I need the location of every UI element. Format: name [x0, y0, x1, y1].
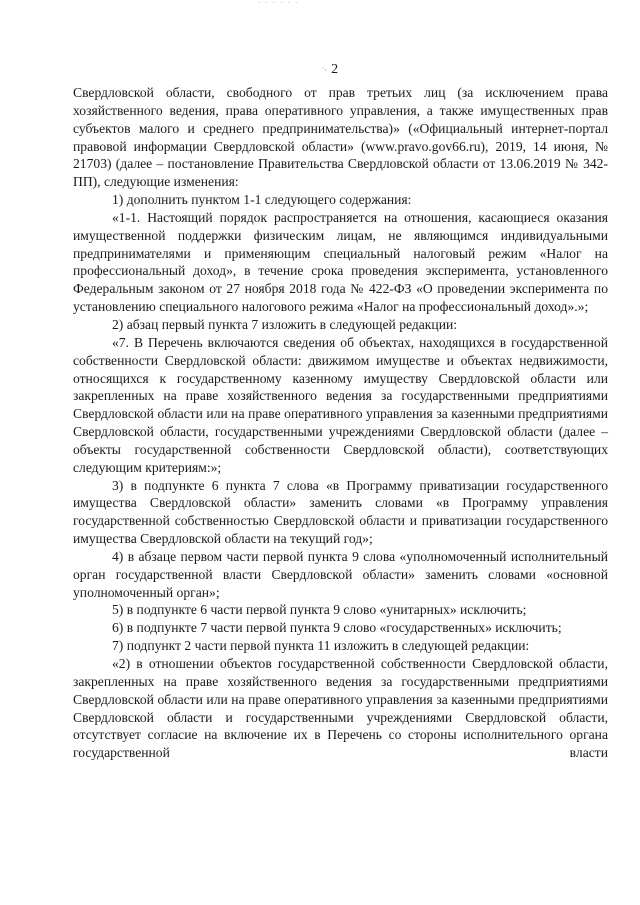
- list-item-3: 3) в подпункте 6 пункта 7 слова «в Программу приватизации государственного имущества Свердловской области» заменить словами «в Программу управления государственной собственностью Свердловской области и приватизации государственного имущества Свердловской области на текущий год»;: [73, 477, 608, 547]
- list-item-1: 1) дополнить пунктом 1-1 следующего содержания:: [112, 192, 412, 208]
- page-number: [300, 62, 360, 78]
- list-item-4: 4) в абзаце первом части первой пункта 9 слова «уполномоченный исполнительный орган государственной власти Свердловской области» заменить словами «основной уполномоченный орган»;: [73, 548, 608, 600]
- quoted-clause-1-1: «1-1. Настоящий порядок распространяется на отношения, касающиеся оказания имущественной поддержки физическим лицам, не являющимся индивидуальными предпринимателями и применяющим специальный налоговый режим «Налог на профессиональный доход», в течение срока проведения эксперимента, установленного Федеральным законом от 27 ноября 2018 года № 422-ФЗ «О проведении эксперимента по установлению специального налогового режима «Налог на профессиональный доход».»;: [73, 209, 608, 315]
- list-item-2: 2) абзац первый пункта 7 изложить в следующей редакции:: [112, 316, 458, 332]
- quoted-clause-2: «2) в отношении объектов государственной собственности Свердловской области, закрепленных на праве хозяйственного ведения за государственными предприятиями Свердловской области или на праве оперативного управления за казенными предприятиями Свердловской области и государственными учреждениями Свердловской области, отсутствует согласие на включение их в Перечень со стороны исполнительного органа государственной власти: [73, 656, 608, 761]
- document-body: [73, 84, 608, 762]
- page-number-value: 2: [331, 62, 339, 77]
- scan-mark-icon: ˙·: [321, 66, 328, 75]
- scan-artifact: - - - - - -: [258, 0, 300, 4]
- paragraph-continuation: Свердловской области, свободного от прав третьих лиц (за исключением права хозяйственного ведения, права оперативного управления, а также имущественных прав субъектов малого и среднего предпринимательства)» («Официальный интернет-портал правовой информации Свердловской области» (www.pravo.gov66.ru), 2019, 14 июня, № 21703) (далее – постановление Правительства Свердловской области от 13.06.2019 № 342-ПП), следующие изменения:: [73, 85, 608, 190]
- list-item-5: 5) в подпункте 6 части первой пункта 9 слово «унитарных» исключить;: [112, 602, 527, 618]
- list-item-6: 6) в подпункте 7 части первой пункта 9 слово «государственных» исключить;: [112, 620, 562, 636]
- list-item-7: 7) подпункт 2 части первой пункта 11 изложить в следующей редакции:: [112, 638, 530, 654]
- quoted-clause-7: «7. В Перечень включаются сведения об объектах, находящихся в государственной собственности Свердловской области: движимом имуществе и объектах недвижимости, относящихся к государственному казенному имуществу Свердловской области или закрепленных на праве хозяйственного ведения за государственными предприятиями Свердловской области или на праве оперативного управления за казенными предприятиями Свердловской области, государственными учреждениями Свердловской области (далее – объекты государственной собственности Свердловской области), соответствующих следующим критериям:»;: [73, 334, 608, 475]
